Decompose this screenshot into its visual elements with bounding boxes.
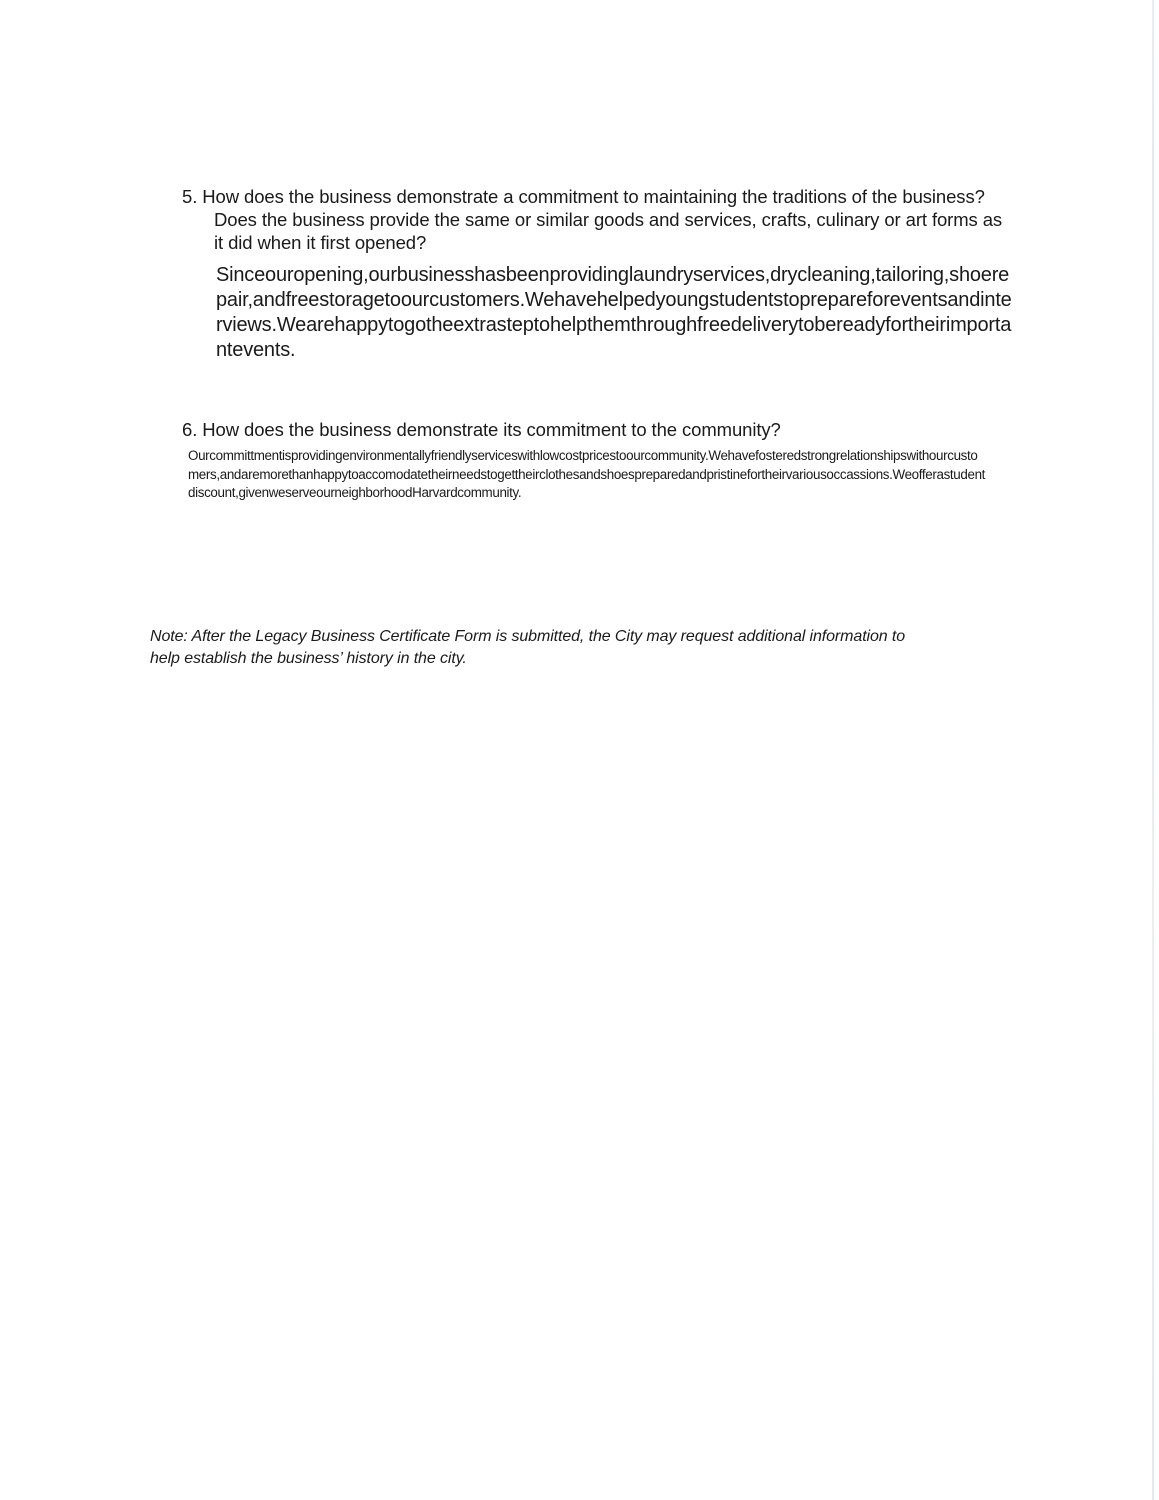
question-5-text: How does the business demonstrate a commitment to maintaining the traditions of the business? Does the business provide the same or similar goods and services, crafts, culinary or art forms as it did when it first opened? [202,186,1003,253]
answer-5: Sinceouropening,ourbusinesshasbeenprovidinglaundryservices,drycleaning,tailoring,shoerepair,andfreestoragetoourcustomers.Wehavehelpedyoungstudentstoprepareforeventsandinterviews.Wearehappytogotheextrasteptohelpthemthroughfreedeliverytobereadyfortheirimportantevents. [216,264,1012,361]
footer-note: Note: After the Legacy Business Certificate Form is submitted, the City may request additional information to help establish the business’ history in the city. [150,628,906,667]
scan-edge-artifact [1152,0,1154,1500]
question-6 [182,418,982,441]
question-5 [182,185,1014,254]
answer-6: Ourcommittmentisprovidingenvironmentallyfriendlyserviceswithlowcostpricestoourcommunity.Wehavefosteredstrongrelationshipswithourcustomers,andaremorethanhappytoaccomodatetheirneedstogettheirclothesandshoespreparedandpristinefortheirvariousoccassions.Weofferastudentdiscount,givenweserveourneighborhoodHarvardcommunity. [188,448,986,500]
question-6-number: 6. [182,419,198,440]
question-5-number: 5. [182,186,198,207]
question-6-text: How does the business demonstrate its commitment to the community? [202,419,781,440]
